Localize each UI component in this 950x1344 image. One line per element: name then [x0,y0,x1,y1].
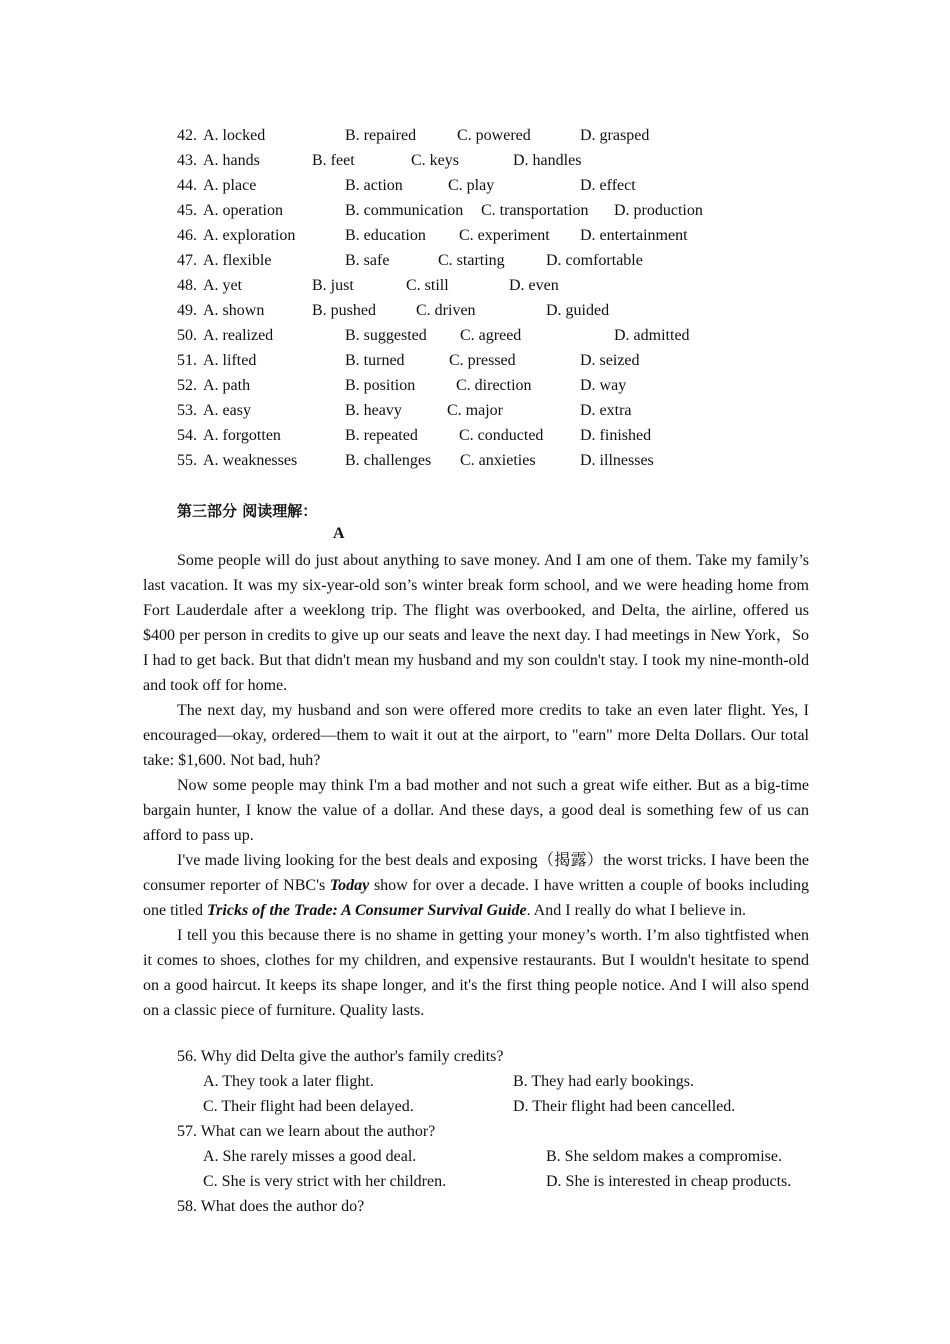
question-option-b: B. They had early bookings. [513,1073,695,1090]
cloze-option-a: A. realized [203,327,274,344]
cloze-option-a: A. place [203,177,257,194]
cloze-option-c: C. conducted [459,427,544,444]
cloze-option-d: D. finished [580,427,652,444]
cloze-option-d: D. effect [580,177,636,194]
question-option-c: C. Their flight had been delayed. [203,1098,414,1115]
cloze-option-d: D. seized [580,352,640,369]
cloze-option-c: C. transportation [481,202,589,219]
cloze-option-d: D. illnesses [580,452,654,469]
cloze-option-b: B. safe [345,252,390,269]
cloze-number: 45. [177,202,197,219]
cloze-option-b: B. pushed [312,302,376,319]
cloze-number: 44. [177,177,197,194]
cloze-number: 52. [177,377,197,394]
cloze-option-c: C. direction [456,377,532,394]
cloze-option-c: C. pressed [449,352,516,369]
paragraph-text: show for over a decade. I have written a couple of books including one titled [143,877,810,919]
cloze-option-d: D. admitted [614,327,690,344]
paragraph-text: I've made living looking for the best deals and exposing（揭露）the worst tricks. I have been the consumer reporter of NBC's [143,852,809,894]
question-option-c: C. She is very strict with her children. [203,1173,447,1190]
cloze-option-a: A. exploration [203,227,296,244]
cloze-number: 54. [177,427,197,444]
cloze-number: 42. [177,127,197,144]
paragraph: The next day, my husband and son were offered more credits to take an even later flight. Yes, I encouraged—okay, ordered—them to wait it out at the airport, to "earn" more Delta Dollars. Our total take: $1,600. Not bad, huh? [143,702,809,769]
cloze-option-c: C. major [447,402,503,419]
cloze-option-b: B. repeated [345,427,418,444]
cloze-number: 47. [177,252,197,269]
question-stem: 56. Why did Delta give the author's family credits? [177,1048,504,1065]
book-title: Tricks of the Trade: A Consumer Survival Guide [206,902,527,919]
cloze-option-c: C. keys [411,152,459,169]
cloze-option-b: B. education [345,227,426,244]
cloze-number: 53. [177,402,197,419]
cloze-number: 55. [177,452,197,469]
cloze-option-a: A. forgotten [203,427,281,444]
cloze-option-d: D. entertainment [580,227,688,244]
cloze-option-d: D. extra [580,402,632,419]
question-option-a: A. They took a later flight. [203,1073,374,1090]
cloze-option-b: B. suggested [345,327,427,344]
cloze-option-a: A. shown [203,302,265,319]
cloze-option-a: A. hands [203,152,260,169]
cloze-option-b: B. feet [312,152,355,169]
question-option-b: B. She seldom makes a compromise. [546,1148,782,1165]
section-heading: 第三部分 阅读理解： [177,502,318,520]
paragraph: Now some people may think I'm a bad mother and not such a great wife either. But as a big-time bargain hunter, I know the value of a dollar. And these days, a good deal is something few of us can afford to pass up. [143,777,809,844]
cloze-option-a: A. operation [203,202,283,219]
cloze-option-a: A. lifted [203,352,257,369]
cloze-option-b: B. turned [345,352,405,369]
question-option-d: D. She is interested in cheap products. [546,1173,792,1190]
cloze-option-d: D. handles [513,152,582,169]
cloze-option-a: A. easy [203,402,251,419]
cloze-option-c: C. experiment [459,227,550,244]
cloze-number: 50. [177,327,197,344]
cloze-option-b: B. action [345,177,403,194]
cloze-option-d: D. production [614,202,703,219]
cloze-option-c: C. play [448,177,495,194]
cloze-option-d: D. guided [546,302,610,319]
cloze-option-b: B. just [312,277,354,294]
cloze-option-b: B. repaired [345,127,417,144]
cloze-option-b: B. challenges [345,452,432,469]
cloze-option-a: A. yet [203,277,243,294]
cloze-option-b: B. communication [345,202,464,219]
cloze-option-c: C. still [406,277,449,294]
question-option-a: A. She rarely misses a good deal. [203,1148,417,1165]
cloze-option-b: B. position [345,377,416,394]
cloze-number: 48. [177,277,197,294]
paragraph: I tell you this because there is no shame in getting your money’s worth. I’m also tightfisted when it comes to shoes, clothes for my children, and expensive restaurants. But I wouldn't hesitate to spend on a good haircut. It keeps its shape longer, and it's the first thing people notice. And I will also spend on a classic piece of furniture. Quality lasts. [143,927,809,1019]
cloze-option-d: D. even [509,277,559,294]
question-option-d: D. Their flight had been cancelled. [513,1098,736,1115]
cloze-option-a: A. weaknesses [203,452,298,469]
cloze-number: 43. [177,152,197,169]
cloze-option-b: B. heavy [345,402,402,419]
cloze-option-d: D. comfortable [546,252,643,269]
cloze-option-c: C. anxieties [460,452,536,469]
show-title: Today [329,877,370,894]
cloze-number: 51. [177,352,197,369]
cloze-option-d: D. way [580,377,627,394]
cloze-option-c: C. driven [416,302,476,319]
question-stem: 58. What does the author do? [177,1198,365,1215]
cloze-option-c: C. powered [457,127,531,144]
paragraph: Some people will do just about anything to save money. And I am one of them. Take my family’s last vacation. It was my six-year-old son’s winter break form school, and we were heading home from Fort Lauderdale after a weeklong trip. The flight was overbooked, and Delta, the airline, offered us $400 per person in credits to give up our seats and leave the next day. I had meetings in New York，So I had to get back. But that didn't mean my husband and my son couldn't stay. I took my nine-month-old and took off for home. [143,552,809,694]
cloze-number: 49. [177,302,197,319]
reading-passage [143,548,809,1023]
cloze-option-a: A. path [203,377,251,394]
cloze-option-d: D. grasped [580,127,650,144]
paragraph [143,848,809,923]
question-stem: 57. What can we learn about the author? [177,1123,436,1140]
paragraph-text: . And I really do what I believe in. [526,902,747,919]
cloze-option-c: C. starting [438,252,505,269]
cloze-option-c: C. agreed [460,327,522,344]
cloze-option-a: A. locked [203,127,266,144]
cloze-option-a: A. flexible [203,252,272,269]
cloze-number: 46. [177,227,197,244]
passage-title: A [333,525,345,542]
